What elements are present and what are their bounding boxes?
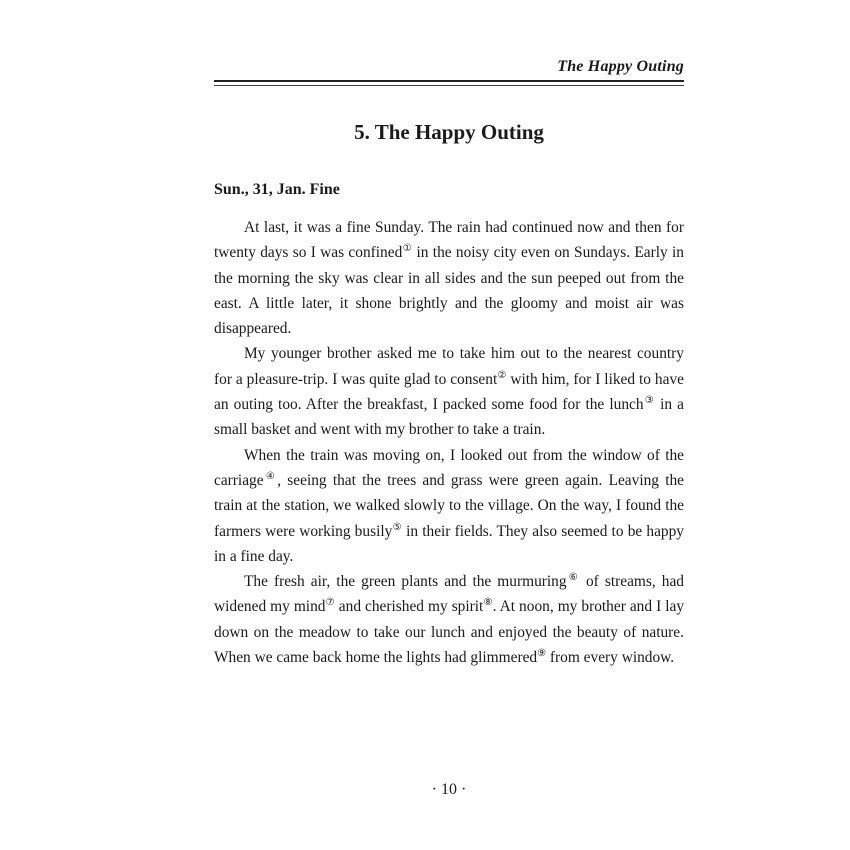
header-rule-thick (214, 80, 684, 82)
footnote-marker: ① (402, 243, 413, 255)
text-run: of streams, had widened my mind (214, 573, 684, 616)
paragraph (214, 215, 684, 341)
text-run: in a small basket and went with my brother to take a train. (214, 396, 685, 439)
footnote-marker: ② (497, 369, 507, 381)
text-run: and cherished my spirit (334, 598, 484, 616)
paragraph (214, 341, 684, 442)
paragraph (214, 569, 684, 670)
page-number: · 10 · (431, 781, 467, 798)
text-run: in their fields. They also seemed to be happy in a fine day. (214, 522, 684, 565)
running-header-title: The Happy Outing (557, 58, 684, 75)
diary-date-line: Sun., 31, Jan. Fine (214, 181, 340, 198)
text-run: with him, for I liked to have an outing too. After the breakfast, I packed some food for the lunch (214, 370, 684, 414)
text-run: . At noon, my brother and I lay down on the meadow to take our lunch and enjoyed the beauty of nature. When we came back home the lights had glimmered (214, 598, 685, 667)
footnote-marker: ⑦ (325, 597, 335, 609)
text-run: At last, it was a fine Sunday. The rain had continued now and then for twenty days so I was confined (214, 219, 684, 262)
paragraph (214, 443, 684, 569)
text-run: When the train was moving on, I looked out from the window of the carriage (214, 446, 684, 489)
text-run: from every window. (546, 649, 675, 667)
footnote-marker: ⑧ (483, 597, 493, 609)
footnote-marker: ⑥ (566, 572, 580, 584)
body-text (214, 215, 684, 670)
footnote-marker: ③ (643, 394, 656, 406)
text-run: , seeing that the trees and grass were green again. Leaving the train at the station, we walked slowly to the village. On the way, I found the farmers were working busily (214, 471, 685, 540)
footnote-marker: ⑨ (537, 647, 547, 659)
text-run: in the noisy city even on Sundays. Early in the morning the sky was clear in all sides and the sun peeped out from the east. A little later, it shone brightly and the gloomy and moist air was disappeared. (214, 244, 684, 338)
footnote-marker: ④ (263, 470, 278, 482)
footnote-marker: ⑤ (392, 521, 402, 533)
chapter-title: 5. The Happy Outing (354, 120, 544, 144)
header-rule-thin (214, 85, 684, 86)
text-run: The fresh air, the green plants and the murmuring (244, 573, 567, 591)
text-run: My younger brother asked me to take him out to the nearest country for a pleasure-trip. I was quite glad to consent (214, 345, 684, 388)
